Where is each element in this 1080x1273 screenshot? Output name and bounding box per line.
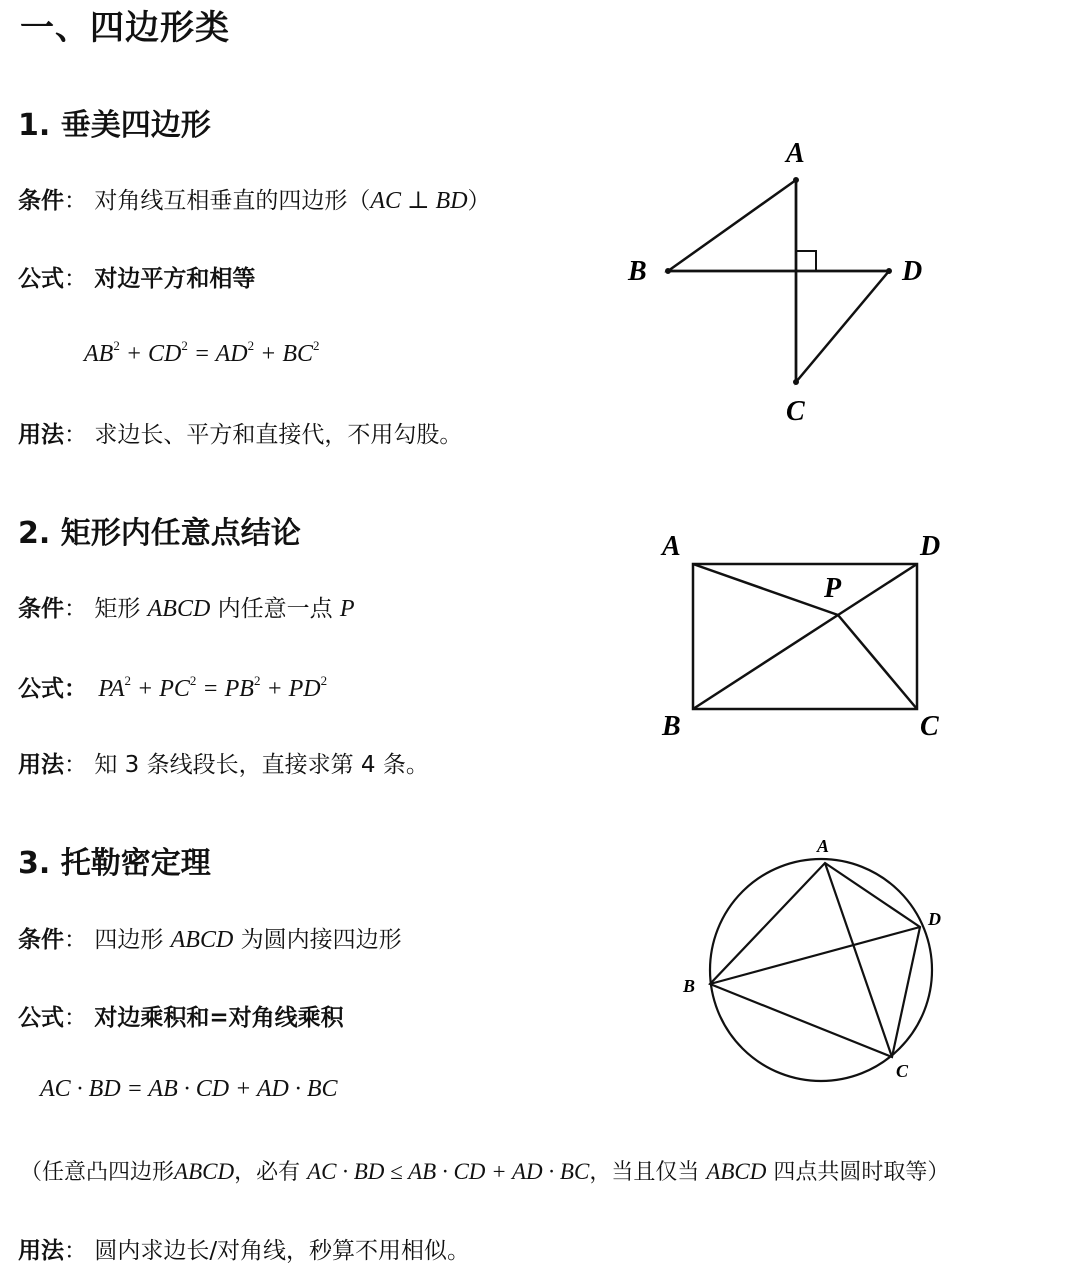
segment-pd (838, 564, 917, 615)
point-p-label: P (824, 573, 842, 604)
vertex-b-label: B (628, 256, 647, 287)
section-3-heading: 3. 托勒密定理 (18, 846, 211, 881)
segment-pb (693, 615, 838, 709)
section-1-formula: $AB^2 + CD^2 = AD^2 + BC^2$ (84, 338, 320, 367)
segment-pc (838, 615, 917, 709)
section-2-heading: 2. 矩形内任意点结论 (18, 516, 301, 551)
vertex-a-label: A (662, 531, 681, 562)
orthodiagonal-quadrilateral-diagram (610, 130, 950, 440)
diagonal-bd (710, 927, 920, 984)
vertex-a-label: A (786, 138, 805, 169)
usage-text: 求边长、平方和直接代，不用勾股。 (94, 422, 463, 448)
section-3-formula-heading: 公式： 对边乘积和=对角线乘积 (18, 1005, 344, 1031)
section-2-condition: 条件： 矩形 ABCD 内任意一点 P (18, 596, 355, 622)
section-3-formula: AC · BD = AB · CD + AD · BC (40, 1076, 338, 1102)
section-3-condition: 条件： 四边形 ABCD 为圆内接四边形 (18, 927, 402, 953)
condition-label: 条件 (18, 188, 64, 214)
cyclic-quadrilateral-diagram (670, 830, 960, 1095)
vertex-b-label: B (662, 711, 681, 742)
section-1-usage: 用法： 求边长、平方和直接代，不用勾股。 (18, 422, 463, 448)
section-3-usage: 用法： 圆内求边长/对角线，秒算不用相似。 (18, 1238, 471, 1264)
diagonal-ac (825, 863, 892, 1057)
vertex-d-label: D (928, 909, 941, 929)
page-title: 一、四边形类 (20, 8, 230, 48)
condition-text: 对角线互相垂直的四边形（ (94, 188, 371, 214)
condition-end: ） (467, 188, 491, 214)
section-3-note: （任意凸四边形ABCD，必有 AC · BD ≤ AB · CD + AD · BC，当且仅当 ABCD 四点共圆时取等） (20, 1159, 950, 1185)
segment-pa (693, 564, 838, 615)
vertex-c-label: C (896, 1061, 909, 1081)
section-1-formula-heading: 公式： 对边平方和相等 (18, 266, 256, 292)
right-angle-mark (796, 251, 816, 271)
circumcircle (710, 859, 932, 1081)
vertex-a-label: A (817, 836, 830, 856)
section-1-heading: 1. 垂美四边形 (18, 108, 211, 143)
vertex-b-label: B (683, 976, 696, 996)
usage-label: 用法 (18, 422, 64, 448)
condition-math: AC ⊥ BD (370, 188, 468, 214)
vertex-c-label: C (786, 396, 805, 427)
vertex-d-label: D (920, 531, 941, 562)
vertex-c-label: C (920, 711, 939, 742)
section-2-usage: 用法： 知 3 条线段长，直接求第 4 条。 (18, 752, 429, 778)
formula-label: 公式 (18, 266, 64, 292)
vertex-d-label: D (902, 256, 923, 287)
section-2-formula: 公式： $PA^2 + PC^2 = PB^2 + PD^2$ (18, 673, 328, 702)
rectangle-point-diagram (650, 525, 960, 750)
formula-text: 对边平方和相等 (94, 266, 256, 292)
section-1-condition: 条件： 对角线互相垂直的四边形（AC ⊥ BD） (18, 188, 491, 214)
quadrilateral-outline (668, 180, 889, 382)
